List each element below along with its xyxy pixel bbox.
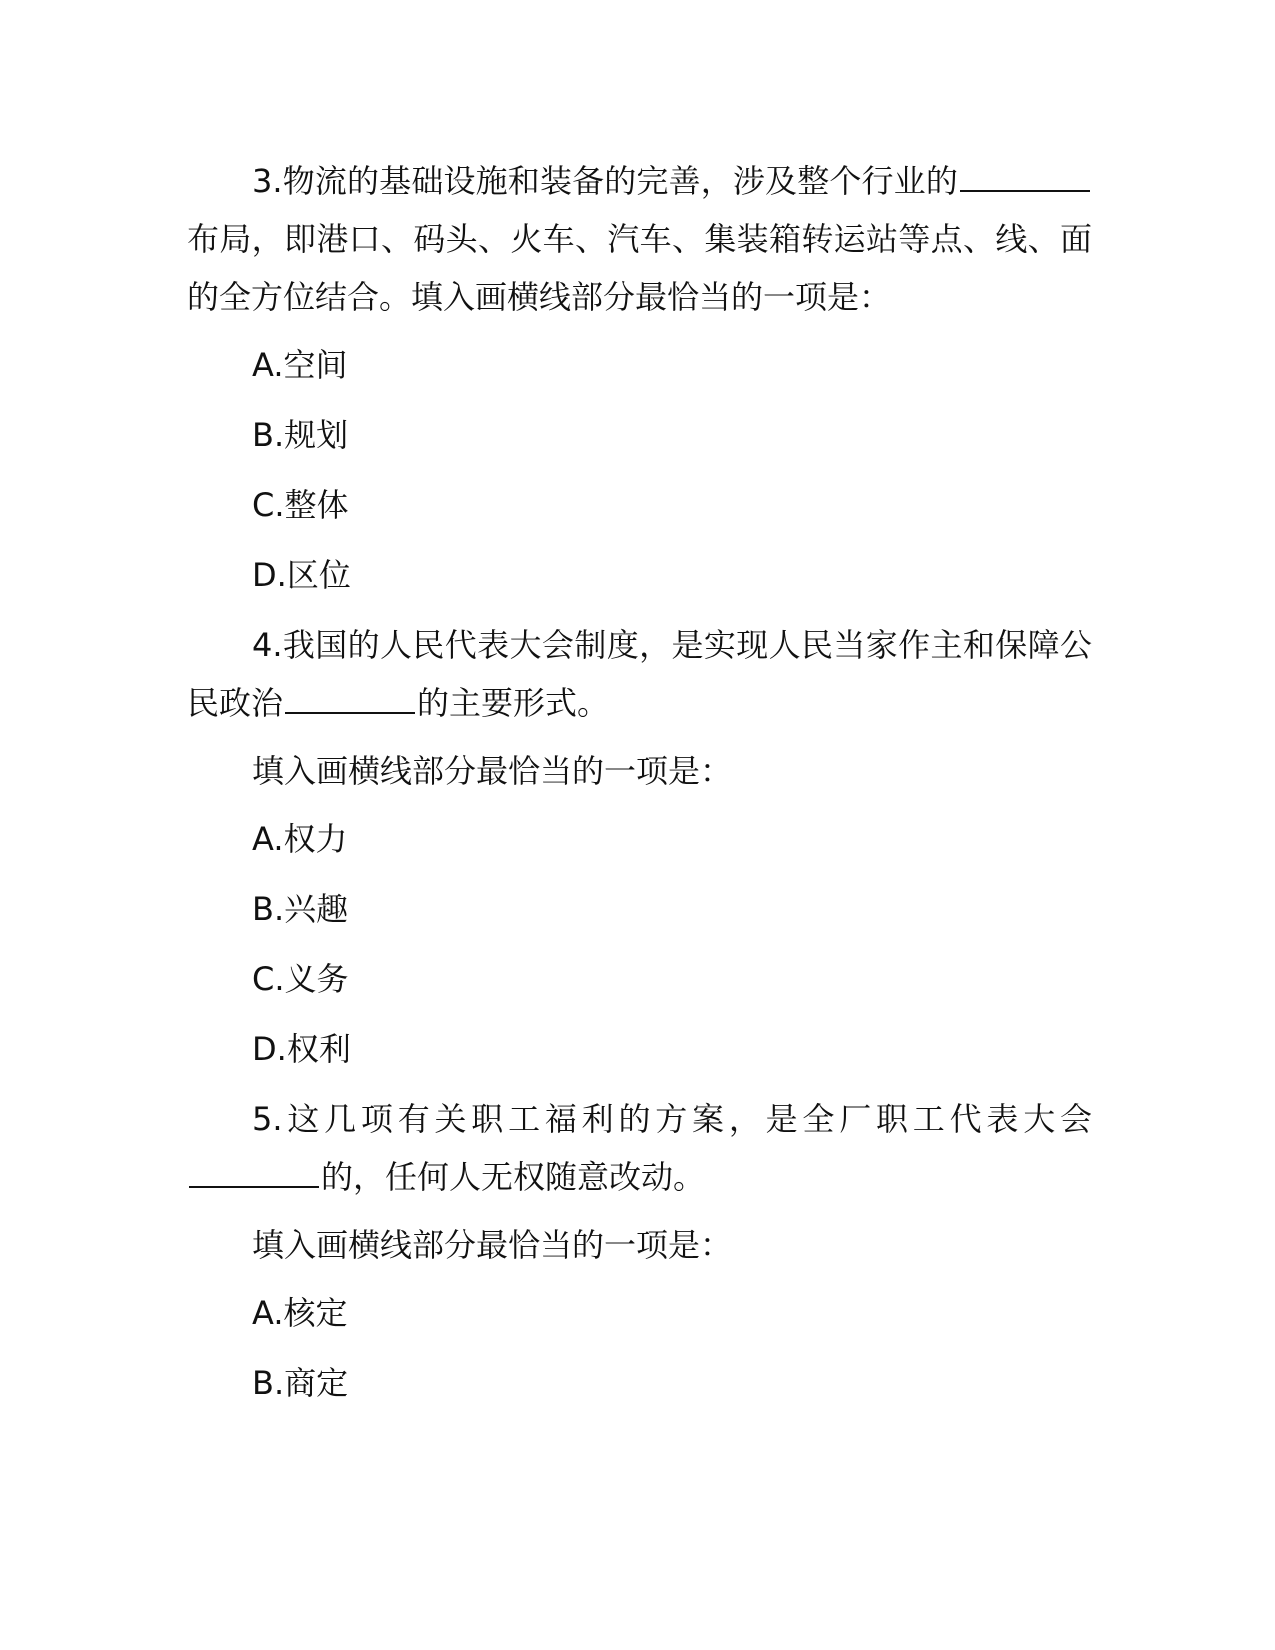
question-3-option-b: B.规划 xyxy=(252,416,349,454)
question-4-stem xyxy=(187,616,1092,732)
question-3-stem xyxy=(187,152,1092,326)
question-4-stem-before: 4.我国的人民代表大会制度，是实现人民当家作主和保障公民政治 xyxy=(187,626,1092,722)
question-3-blank xyxy=(960,162,1090,192)
question-4-blank xyxy=(285,684,415,714)
question-3-stem-before: 3.物流的基础设施和装备的完善，涉及整个行业的 xyxy=(252,162,958,200)
question-4-option-b: B.兴趣 xyxy=(252,890,349,928)
question-4-option-d: D.权利 xyxy=(252,1030,351,1068)
question-5-stem-after: 的，任何人无权随意改动。 xyxy=(321,1158,706,1196)
question-3-stem-after: 布局，即港口、码头、火车、汽车、集装箱转运站等点、线、面的全方位结合。填入画横线部分最恰当的一项是： xyxy=(187,220,1092,316)
question-4-option-c: C.义务 xyxy=(252,960,349,998)
question-5-prompt: 填入画横线部分最恰当的一项是： xyxy=(252,1226,733,1264)
question-4-stem-after: 的主要形式。 xyxy=(417,684,610,722)
question-list xyxy=(187,152,1092,1424)
question-5-option-b: B.商定 xyxy=(252,1364,349,1402)
question-5-stem xyxy=(187,1090,1092,1206)
question-4-prompt: 填入画横线部分最恰当的一项是： xyxy=(252,752,733,790)
question-4-option-a: A.权力 xyxy=(252,820,348,858)
question-3-option-a: A.空间 xyxy=(252,346,348,384)
question-3-option-c: C.整体 xyxy=(252,486,349,524)
question-5-blank xyxy=(189,1158,319,1188)
question-3-option-d: D.区位 xyxy=(252,556,351,594)
question-5-option-a: A.核定 xyxy=(252,1294,348,1332)
question-5-stem-before: 5.这几项有关职工福利的方案，是全厂职工代表大会 xyxy=(252,1100,1092,1138)
